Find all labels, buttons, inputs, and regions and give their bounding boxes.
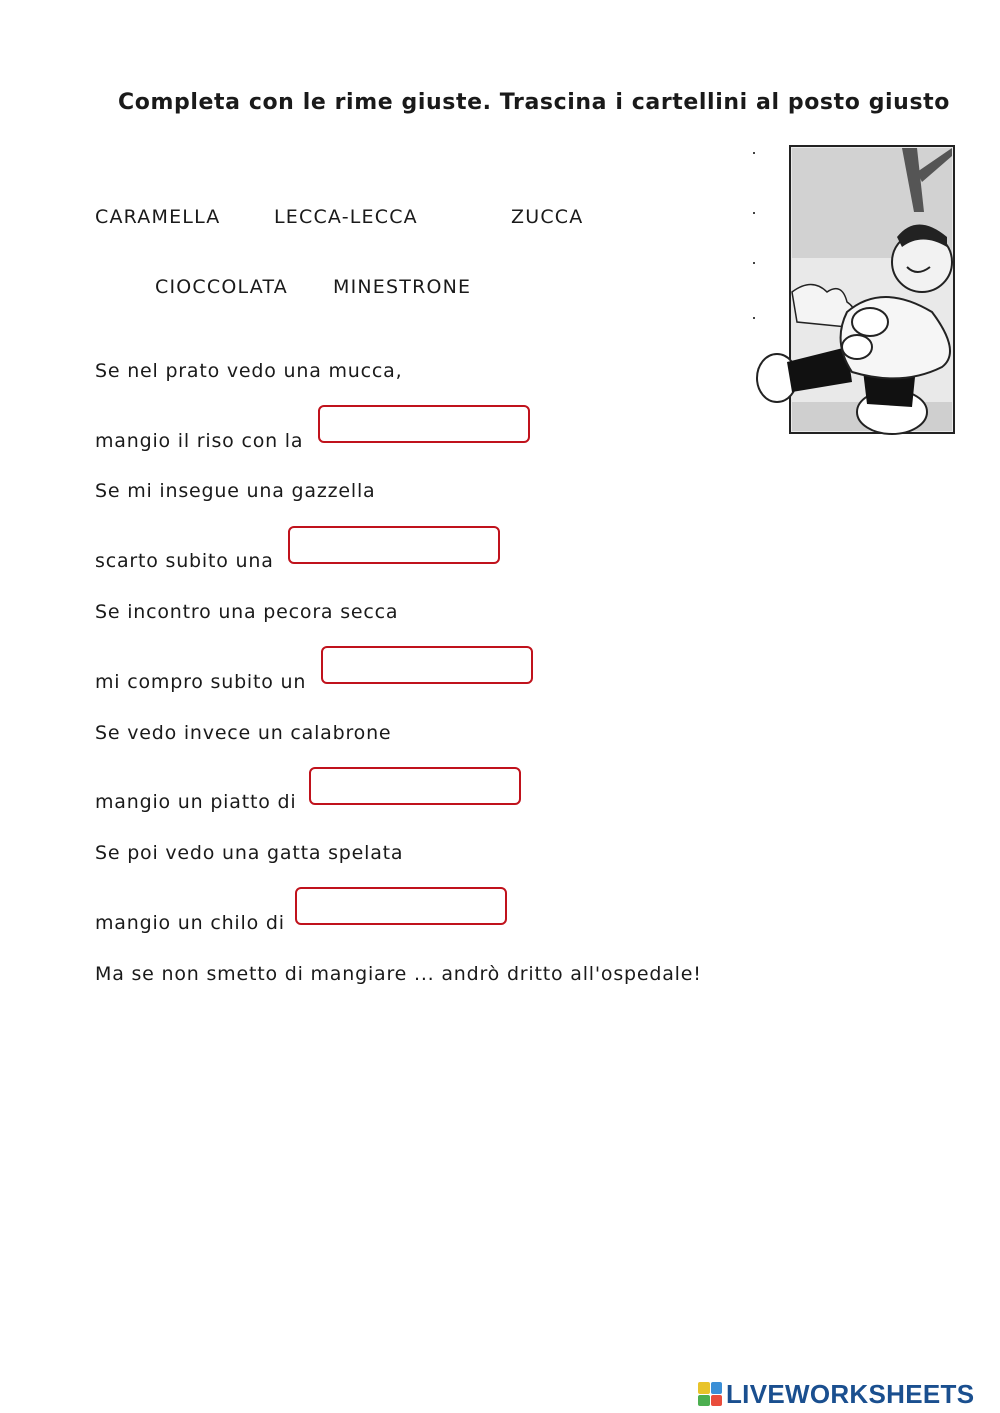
brand-name: LIVEWORKSHEETS <box>726 1378 975 1409</box>
poem-line-7: Se vedo invece un calabrone <box>95 722 392 744</box>
drop-zone-1[interactable] <box>318 405 530 443</box>
poem-line-1: Se nel prato vedo una mucca, <box>95 360 403 382</box>
poem-line-11: Ma se non smetto di mangiare ... andrò dritto all'ospedale! <box>95 963 702 985</box>
poem-line-5: Se incontro una pecora secca <box>95 601 399 623</box>
word-card-zucca[interactable]: ZUCCA <box>511 206 584 228</box>
drop-zone-2[interactable] <box>288 526 500 564</box>
word-card-lecca-lecca[interactable]: LECCA-LECCA <box>274 206 418 228</box>
poem-line-3: Se mi insegue una gazzella <box>95 480 376 502</box>
word-card-caramella[interactable]: CARAMELLA <box>95 206 221 228</box>
word-card-cioccolata[interactable]: CIOCCOLATA <box>155 276 288 298</box>
poem-line-10: mangio un chilo di <box>95 912 285 934</box>
drop-zone-3[interactable] <box>321 646 533 684</box>
poem-line-9: Se poi vedo una gatta spelata <box>95 842 404 864</box>
drop-zone-5[interactable] <box>295 887 507 925</box>
word-card-minestrone[interactable]: MINESTRONE <box>333 276 472 298</box>
poem-line-2: mangio il riso con la <box>95 430 304 452</box>
poem-line-8: mangio un piatto di <box>95 791 297 813</box>
liveworksheets-logo[interactable] <box>698 1380 974 1408</box>
poem-line-6: mi compro subito un <box>95 671 307 693</box>
cartoon-boy-eating-icon <box>752 142 960 442</box>
worksheet-title: Completa con le rime giuste. Trascina i cartellini al posto giusto <box>118 90 950 115</box>
poem-line-4: scarto subito una <box>95 550 274 572</box>
drop-zone-4[interactable] <box>309 767 521 805</box>
liveworksheets-logo-icon <box>698 1382 722 1406</box>
